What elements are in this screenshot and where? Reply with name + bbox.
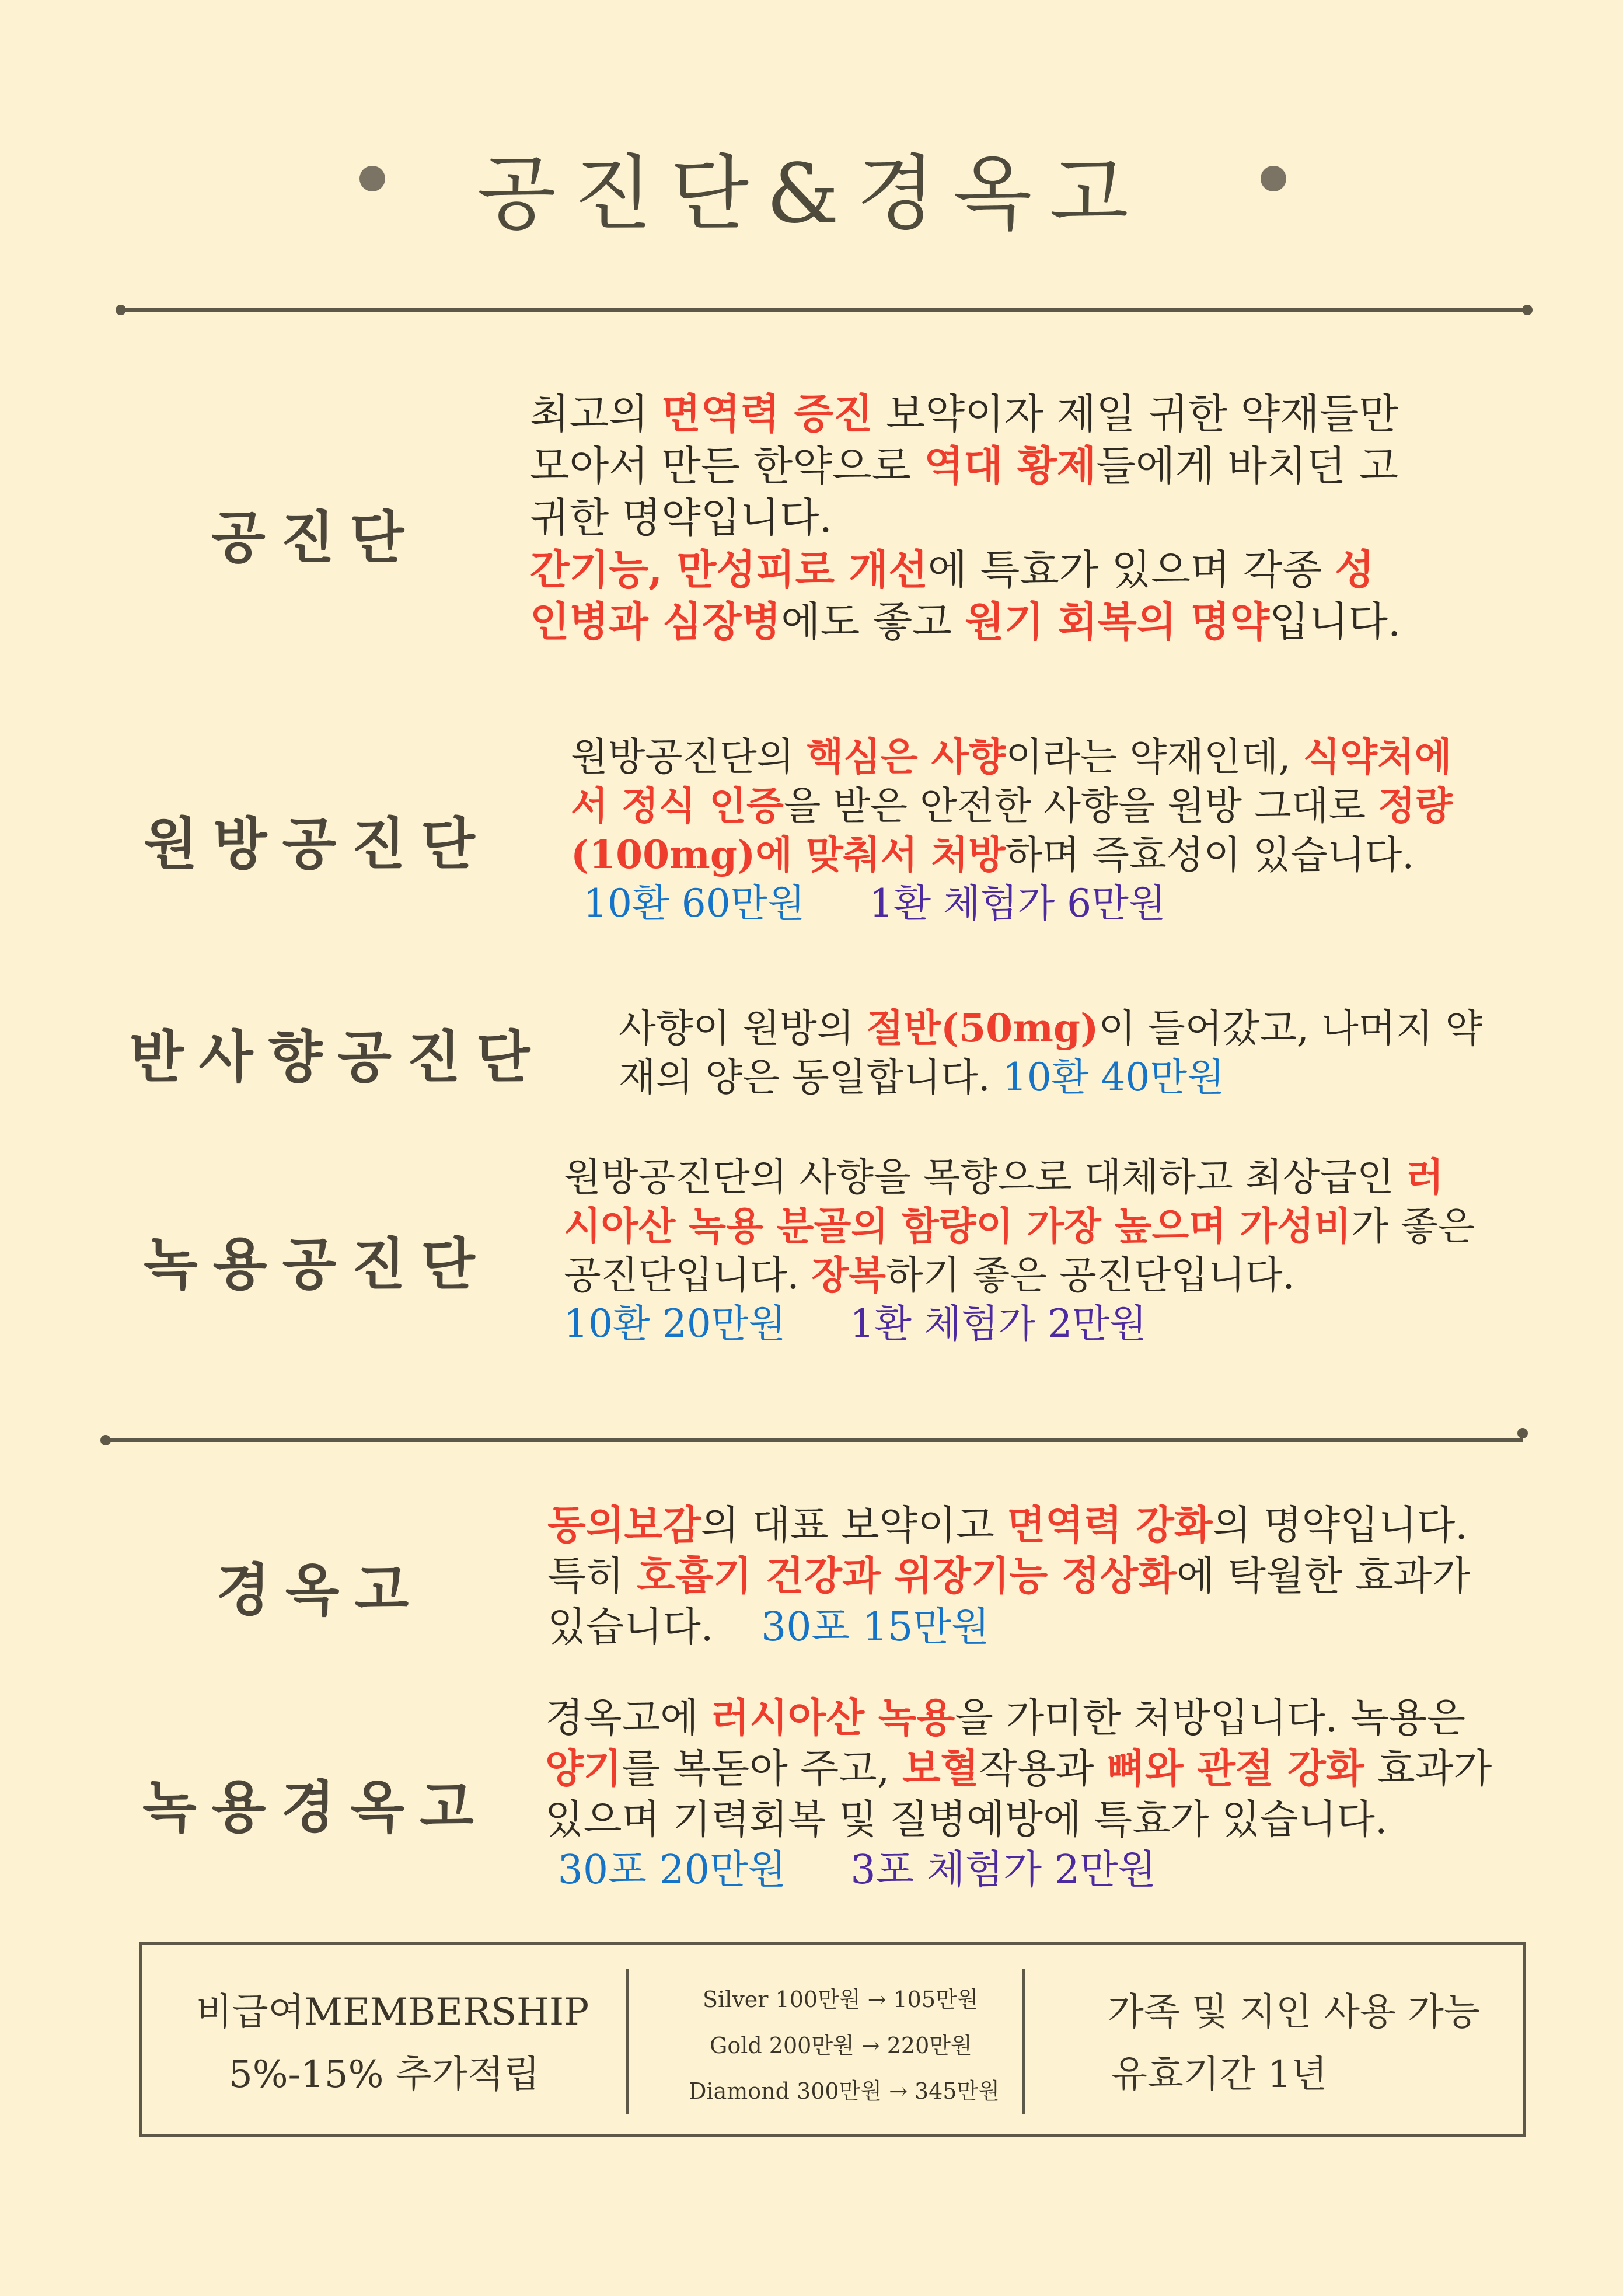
highlight: 원기 회복의 명약 [965,597,1270,646]
highlight: 인병과 심장병 [530,597,781,646]
text: 의 명약입니다. [1212,1503,1468,1549]
price-trial: 1환 체험가 2만원 [850,1301,1147,1347]
text: 모아서 만든 한약으로 [530,441,924,490]
text: 원방공진단의 [571,734,807,779]
desc-line [619,1004,1482,1053]
highlight: 서 정식 인증 [571,782,784,828]
section-desc-nokyong-gog [545,1693,1492,1896]
highlight: 뼈와 관절 강화 [1107,1745,1364,1793]
desc-line [545,1693,1492,1744]
highlight: 시아산 녹용 분골의 함량이 가장 높으며 가성비 [564,1203,1352,1249]
membership-tier-silver: Silver 100만원 → 105만원 [703,1987,979,2012]
price-trial: 1환 체험가 6만원 [869,881,1166,926]
section-desc-gongjindan [530,388,1401,647]
price-main: 10환 40만원 [1002,1054,1224,1100]
highlight: 성 [1335,545,1374,594]
section-name-gyeongokgo: 경옥고 [216,1557,424,1623]
price-main: 10환 60만원 [582,881,805,926]
text: 사향이 원방의 [619,1006,867,1051]
highlight: 러시아산 녹용 [711,1695,955,1741]
text: 가 좋은 [1351,1203,1475,1249]
highlight: 동의보감 [547,1502,701,1549]
text: 들에게 바치던 고 [1096,441,1399,490]
highlight: 면역력 증진 [661,389,873,438]
membership-title: 비급여MEMBERSHIP [196,1991,589,2034]
top-divider [120,308,1528,312]
text: 귀한 명약입니다. [530,493,832,542]
membership-tier-diamond: Diamond 300만원 → 345만원 [689,2078,1000,2104]
text: 를 복돋아 주고, [622,1746,902,1793]
price-main: 30포 20만원 [557,1847,787,1894]
highlight: 면역력 강화 [1007,1502,1213,1549]
highlight: 식약처에 [1303,734,1452,779]
highlight: 정량 [1378,782,1453,828]
desc-line [564,1202,1475,1251]
page-title: 공진단&경옥고 [477,147,1146,242]
highlight: (100mg)에 맞춰서 처방 [571,831,1006,877]
desc-line [571,733,1453,782]
desc-line [530,596,1401,648]
desc-line [619,1053,1482,1102]
highlight: 양기 [545,1745,622,1793]
price-main: 10환 20만원 [564,1301,786,1347]
section-desc-bansahyang [619,1004,1482,1102]
desc-line [547,1551,1470,1602]
desc-line [571,782,1453,831]
membership-note-validity: 유효기간 1년 [1111,2053,1328,2096]
text: 에 특효가 있으며 각종 [927,545,1335,594]
price-line [545,1845,1492,1896]
text: 보약이자 제일 귀한 약재들만 [872,390,1399,438]
text: 경옥고에 [545,1695,711,1741]
highlight: 절반(50mg) [866,1005,1099,1051]
text: 최고의 [530,390,662,438]
text: 에 탁월한 효과가 [1176,1553,1471,1600]
price-trial: 3포 체험가 2만원 [850,1847,1157,1894]
desc-line [530,544,1401,596]
top-divider-left-end [116,305,126,315]
highlight: 러 [1406,1154,1444,1200]
text: 있으며 기력회복 및 질병예방에 특효가 있습니다. [545,1796,1388,1843]
highlight: 호흡기 건강과 위장기능 정상화 [637,1553,1177,1600]
text: 에도 좋고 [781,597,965,646]
section-name-nokyong-gjd: 녹용공진단 [144,1231,490,1297]
desc-line [547,1500,1470,1551]
desc-line [530,388,1401,440]
text: 이 들어갔고, 나머지 약 [1098,1006,1483,1051]
highlight: 장복 [811,1252,886,1298]
desc-line [564,1251,1475,1300]
section-desc-wonbang [571,733,1453,928]
section-name-gongjindan: 공진단 [211,504,420,570]
middle-divider-right-end [1517,1428,1528,1438]
text: 작용과 [979,1746,1107,1793]
desc-line [545,1744,1492,1795]
text: 입니다. [1269,597,1401,646]
highlight: 핵심은 사향 [806,734,1006,779]
text: 공진단입니다. [564,1252,812,1298]
desc-line [545,1795,1492,1845]
price-line [571,879,1453,928]
membership-subtitle: 5%-15% 추가적립 [229,2053,540,2096]
price-line [564,1299,1475,1349]
membership-divider-1 [626,1969,629,2114]
text: 하며 즉효성이 있습니다. [1005,832,1415,877]
section-desc-nokyong-gjd [564,1153,1475,1349]
highlight: 간기능, 만성피로 개선 [530,545,928,594]
middle-divider-left-end [100,1435,111,1445]
desc-line [530,492,1401,544]
highlight: 보혈 [902,1745,979,1793]
section-name-nokyong-gog: 녹용경옥고 [142,1774,489,1840]
section-name-bansahyang: 반사향공진단 [130,1024,546,1090]
top-divider-right-end [1522,305,1533,315]
text: 원방공진단의 사향을 목향으로 대체하고 최상급인 [564,1155,1406,1200]
text: 효과가 [1364,1746,1492,1793]
text: 의 대표 보약이고 [700,1503,1007,1549]
membership-tier-gold: Gold 200만원 → 220만원 [710,2033,972,2058]
highlight: 역대 황제 [924,441,1097,490]
middle-divider [105,1438,1523,1442]
membership-divider-2 [1022,1969,1025,2114]
text: 이라는 약재인데, [1006,734,1303,779]
text: 하기 좋은 공진단입니다. [886,1252,1295,1298]
desc-line [530,440,1401,492]
desc-line [571,831,1453,880]
section-name-wonbang: 원방공진단 [144,811,490,877]
text: 특히 [547,1553,637,1600]
text: 있습니다. [547,1604,726,1650]
text: 재의 양은 동일합니다. [619,1054,1003,1100]
price-main: 30포 15만원 [760,1604,990,1650]
desc-line [547,1602,1470,1653]
text: 을 받은 안전한 사향을 원방 그대로 [783,783,1378,828]
desc-line [564,1153,1475,1202]
section-desc-gyeongokgo [547,1500,1470,1653]
text: 을 가미한 처방입니다. 녹용은 [955,1695,1465,1741]
membership-note-family: 가족 및 지인 사용 가능 [1108,1991,1480,2034]
